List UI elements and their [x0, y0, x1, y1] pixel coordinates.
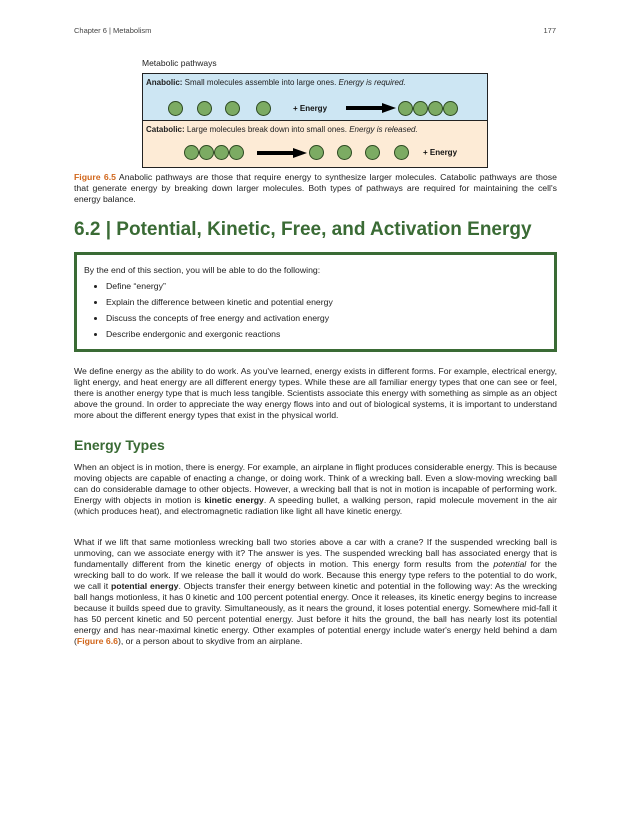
- anabolic-term: Anabolic:: [146, 78, 183, 87]
- catabolic-label: [146, 125, 418, 134]
- text-run: When an object is in motion, there is energy. For example, an airplane in flight produces considerable energy. This is because moving objects are capable of enacting a change, or doing work. Think of a wrecking ball. Even a slow-moving wrecking ball can do considerable damage to other objects. However, a wrecking ball that is not in motion is incapable of performing work. Energy with objects in motion is: [74, 462, 557, 505]
- figure-6-6-link[interactable]: Figure 6.6: [76, 636, 118, 646]
- large-molecule-unit: [443, 101, 458, 116]
- small-molecule: [168, 101, 183, 116]
- small-molecule: [337, 145, 352, 160]
- energy-types-heading: Energy Types: [74, 437, 165, 453]
- anabolic-panel: [142, 73, 488, 121]
- chapter-label: Chapter 6 | Metabolism: [74, 26, 152, 35]
- caption-text: Anabolic pathways are those that require energy to synthesize larger molecules. Catabolic pathways are those that generate energy by breaking down larger molecules. Both types of pathways are required for maintaining the cell's energy balance.: [74, 172, 557, 204]
- arrow-right-icon: [346, 103, 396, 113]
- small-molecule: [394, 145, 409, 160]
- objective-item: • Describe endergonic and exergonic reactions: [106, 329, 547, 340]
- anabolic-emphasis: Energy is required.: [338, 78, 406, 87]
- objective-item: • Discuss the concepts of free energy and activation energy: [106, 313, 547, 324]
- catabolic-term: Catabolic:: [146, 125, 185, 134]
- text-run: . Objects transfer their energy between kinetic and potential in the following way: As the wrecking ball hangs motionless, it has 0 kinetic and 100 percent potential energy. Once it releases, its kinetic energy begins to increase because it builds speed due to gravity. Simultaneously, as it nears the ground, it loses potential energy. Somewhere mid-fall it has 50 percent kinetic and 50 percent potential energy. Just before it hits the ground, the ball has nearly lost its potential energy and has near-maximal kinetic energy. Other examples of potential energy include water's energy held behind a dam (: [74, 581, 557, 646]
- large-molecule-unit: [413, 101, 428, 116]
- anabolic-text: Small molecules assemble into large ones.: [182, 78, 339, 87]
- text-run: ), or a person about to skydive from an airplane.: [117, 636, 303, 646]
- catabolic-text: Large molecules break down into small ones.: [184, 125, 350, 134]
- catabolic-panel: [142, 121, 488, 168]
- figure-caption: [74, 172, 557, 205]
- term-potential-italic: potential: [493, 559, 527, 569]
- energy-input-label: + Energy: [293, 104, 328, 113]
- figure-ref: Figure 6.5: [74, 172, 117, 182]
- small-molecule: [365, 145, 380, 160]
- figure-title: Metabolic pathways: [142, 58, 217, 68]
- small-molecule: [197, 101, 212, 116]
- large-molecule-unit: [184, 145, 199, 160]
- objective-item: • Define “energy”: [106, 281, 547, 292]
- small-molecule: [225, 101, 240, 116]
- small-molecule: [309, 145, 324, 160]
- anabolic-label: [146, 78, 406, 87]
- kinetic-paragraph: [74, 462, 557, 517]
- learning-objectives-box: [74, 252, 557, 352]
- large-molecule-unit: [214, 145, 229, 160]
- large-molecule-unit: [199, 145, 214, 160]
- text-run: What if we lift that same motionless wrecking ball two stories above a car with a crane? If the suspended wrecking ball is unmoving, can we associate energy with it? The answer is yes. The suspended wrecking ball has associated energy that is fundamentally different from the kinetic energy of objects in motion. This energy form results from the: [74, 537, 557, 569]
- term-potential-energy: potential energy: [110, 581, 179, 591]
- section-title: 6.2 | Potential, Kinetic, Free, and Activation Energy: [74, 219, 532, 240]
- text-run: . A speeding bullet, a walking person, rapid molecule movement in the air (which produces heat), and electromagnetic radiation like light all have kinetic energy.: [74, 495, 557, 516]
- large-molecule-unit: [428, 101, 443, 116]
- large-molecule-unit: [229, 145, 244, 160]
- small-molecule: [256, 101, 271, 116]
- term-kinetic-energy: kinetic energy: [204, 495, 264, 505]
- objectives-list: [84, 281, 547, 340]
- energy-output-label: + Energy: [423, 148, 458, 157]
- running-header: [74, 26, 556, 35]
- catabolic-emphasis: Energy is released.: [349, 125, 418, 134]
- objective-item: • Explain the difference between kinetic and potential energy: [106, 297, 547, 308]
- potential-paragraph: [74, 537, 557, 647]
- arrow-right-icon: [257, 148, 307, 158]
- objectives-intro: By the end of this section, you will be able to do the following:: [84, 265, 321, 275]
- text-run: for the wrecking ball to do work. If we release the ball it would do work. Because this energy type refers to the potential to do work, we call it: [74, 559, 557, 591]
- intro-paragraph: We define energy as the ability to do work. As you've learned, energy exists in different forms. For example, electrical energy, light energy, and heat energy are all different energy types. While these are all familiar energy types that one can see or feel, there is another energy type that is much less tangible. Scientists associate this energy with something as simple as an object above the ground. In order to appreciate the way energy flows into and out of biological systems, it is important to understand more about the different energy types that exist in the physical world.: [74, 366, 557, 420]
- page-number: 177: [543, 26, 556, 35]
- large-molecule-unit: [398, 101, 413, 116]
